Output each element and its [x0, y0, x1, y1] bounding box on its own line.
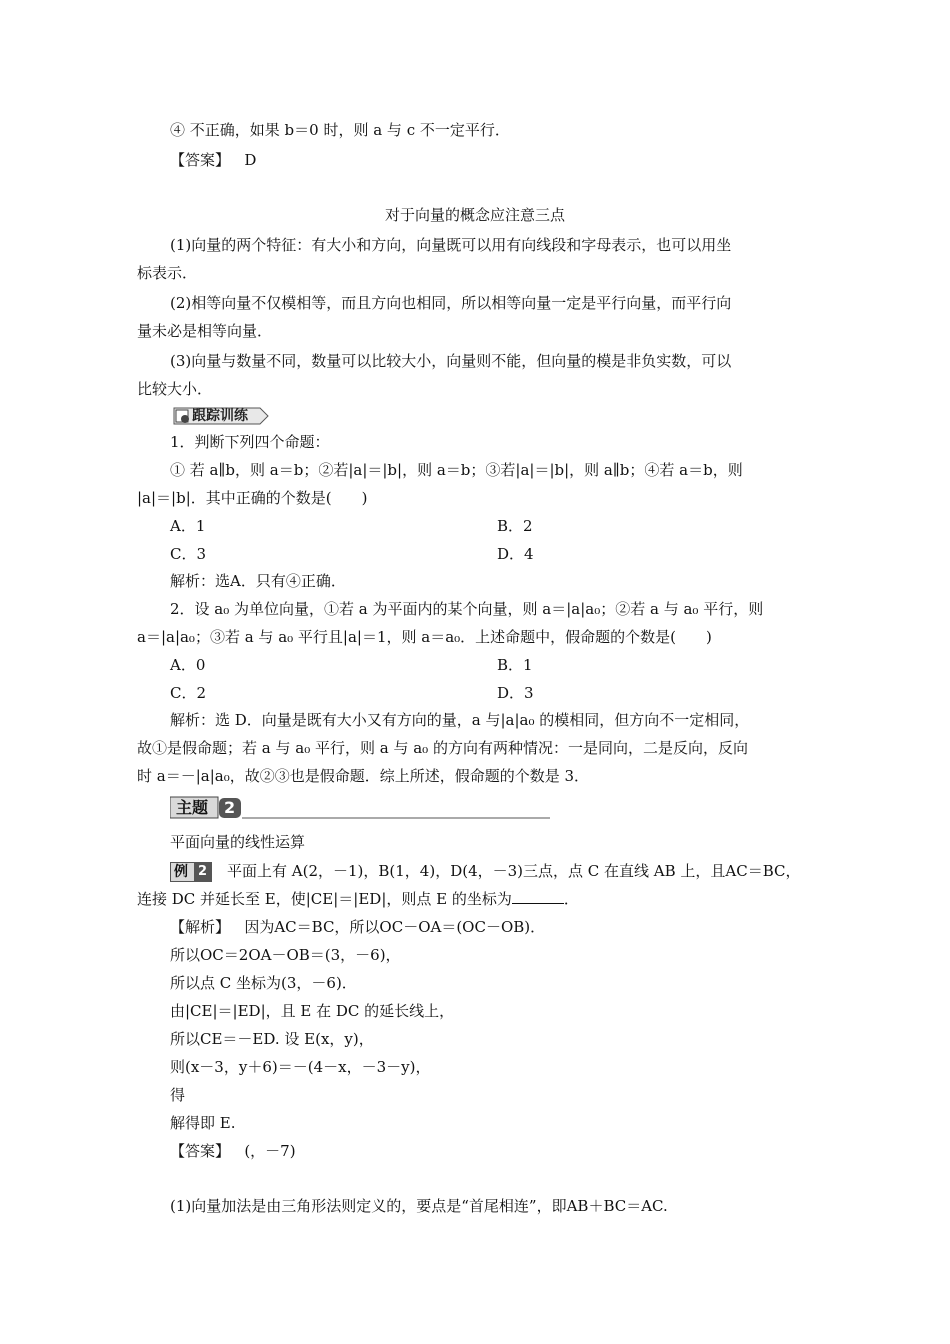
- example-text-end: ．: [563, 890, 579, 908]
- analysis: 时 a＝－|a|a₀，故②③也是假命题．综上所述，假命题的个数是 3．: [137, 767, 590, 785]
- option-a: A．1: [170, 517, 206, 535]
- solution-label: 【解析】: [170, 918, 231, 936]
- option-d: D．3: [497, 684, 534, 702]
- example-badge-label: 例: [174, 864, 188, 880]
- solution-line: 得: [170, 1086, 186, 1104]
- answer-label: 【答案】: [170, 151, 231, 169]
- solution-line: 则(x－3，y＋6)＝－(4－x，－3－y)，: [170, 1058, 431, 1076]
- question-stem: 1．判断下列四个命题：: [170, 433, 330, 451]
- note-paragraph: 标表示．: [137, 264, 198, 282]
- analysis: 故①是假命题；若 a 与 a₀ 平行，则 a 与 a₀ 的方向有两种情况：一是同向，二是反向，反向: [137, 739, 748, 757]
- note-paragraph: (2)相等向量不仅模相等，而且方向也相同，所以相等向量一定是平行向量，而平行向: [170, 294, 732, 312]
- note-paragraph: (3)向量与数量不同，数量可以比较大小，向量则不能，但向量的模是非负实数，可以: [170, 352, 732, 370]
- summary-line: (1)向量加法是由三角形法则定义的，要点是“首尾相连”，即AB＋BC＝AC.: [170, 1197, 668, 1215]
- option-a: A．0: [170, 656, 206, 674]
- option-b: B．1: [497, 656, 533, 674]
- question-line: |a|＝|b|．其中正确的个数是( ): [137, 489, 368, 507]
- solution-line: 解得即 E.: [170, 1114, 236, 1132]
- question-line: ① 若 a∥b，则 a＝b；②若|a|＝|b|，则 a＝b；③若|a|＝|b|，则 a∥b；④若 a＝b，则: [170, 461, 743, 479]
- answer-line: [170, 150, 256, 170]
- answer-blank: [512, 889, 564, 904]
- solution-line: 所以OC＝2OA－OB＝(3，－6)，: [170, 946, 401, 964]
- answer-line: [170, 1141, 296, 1161]
- topic-title: 平面向量的线性运算: [170, 833, 306, 851]
- note-paragraph: 比较大小．: [137, 380, 213, 398]
- question-line: a＝|a|a₀；③若 a 与 a₀ 平行且|a|＝1，则 a＝a₀．上述命题中，假命题的个数是( ): [137, 628, 712, 646]
- answer-value: D: [244, 151, 257, 169]
- options-row: [170, 515, 730, 535]
- option-c: C．3: [170, 545, 207, 563]
- topic-number: 2: [224, 798, 236, 817]
- example-badge: [170, 862, 212, 882]
- analysis: 解析：选A．只有④正确．: [170, 572, 346, 590]
- topic-header: [170, 796, 550, 820]
- training-badge-label: 跟踪训练: [192, 408, 248, 424]
- options-row: [170, 654, 730, 674]
- answer-label: 【答案】: [170, 1142, 231, 1160]
- example-text: 连接 DC 并延长至 E，使|CE|＝|ED|，则点 E 的坐标为: [137, 890, 512, 908]
- note-paragraph: (1)向量的两个特征：有大小和方向，向量既可以用有向线段和字母表示，也可以用坐: [170, 236, 732, 254]
- solution-line: 所以点 C 坐标为(3，－6)．: [170, 974, 357, 992]
- training-badge: [170, 406, 270, 426]
- note-paragraph: 量未必是相等向量．: [137, 322, 273, 340]
- topic-label: 主题: [176, 798, 209, 817]
- note-title: 对于向量的概念应注意三点: [384, 206, 565, 224]
- options-row: [170, 682, 730, 702]
- answer-value: (，－7): [244, 1142, 296, 1160]
- question-line: 2．设 a₀ 为单位向量，①若 a 为平面内的某个向量，则 a＝|a|a₀；②若 a 与 a₀ 平行，则: [170, 600, 764, 618]
- example-badge-number: 2: [194, 863, 211, 881]
- option-d: D．4: [497, 545, 534, 563]
- option-b: B．2: [497, 517, 533, 535]
- solution-line: 由|CE|＝|ED|，且 E 在 DC 的延长线上，: [170, 1002, 455, 1020]
- text-line: ④ 不正确，如果 b＝0 时，则 a 与 c 不一定平行．: [170, 121, 510, 139]
- option-c: C．2: [170, 684, 207, 702]
- analysis: 解析：选 D．向量是既有大小又有方向的量，a 与|a|a₀ 的模相同，但方向不一定相同，: [170, 711, 750, 729]
- example-line: [137, 889, 579, 909]
- solution-line: 所以CE＝－ED. 设 E(x，y)，: [170, 1030, 374, 1048]
- options-row: [170, 543, 730, 563]
- solution-text: 因为AC＝BC，所以OC－OA＝(OC－OB)．: [244, 918, 546, 936]
- solution-line: [170, 917, 545, 937]
- example-line: 平面上有 A(2，－1)，B(1，4)，D(4，－3)三点，点 C 在直线 AB 上，且AC＝BC，: [227, 862, 801, 880]
